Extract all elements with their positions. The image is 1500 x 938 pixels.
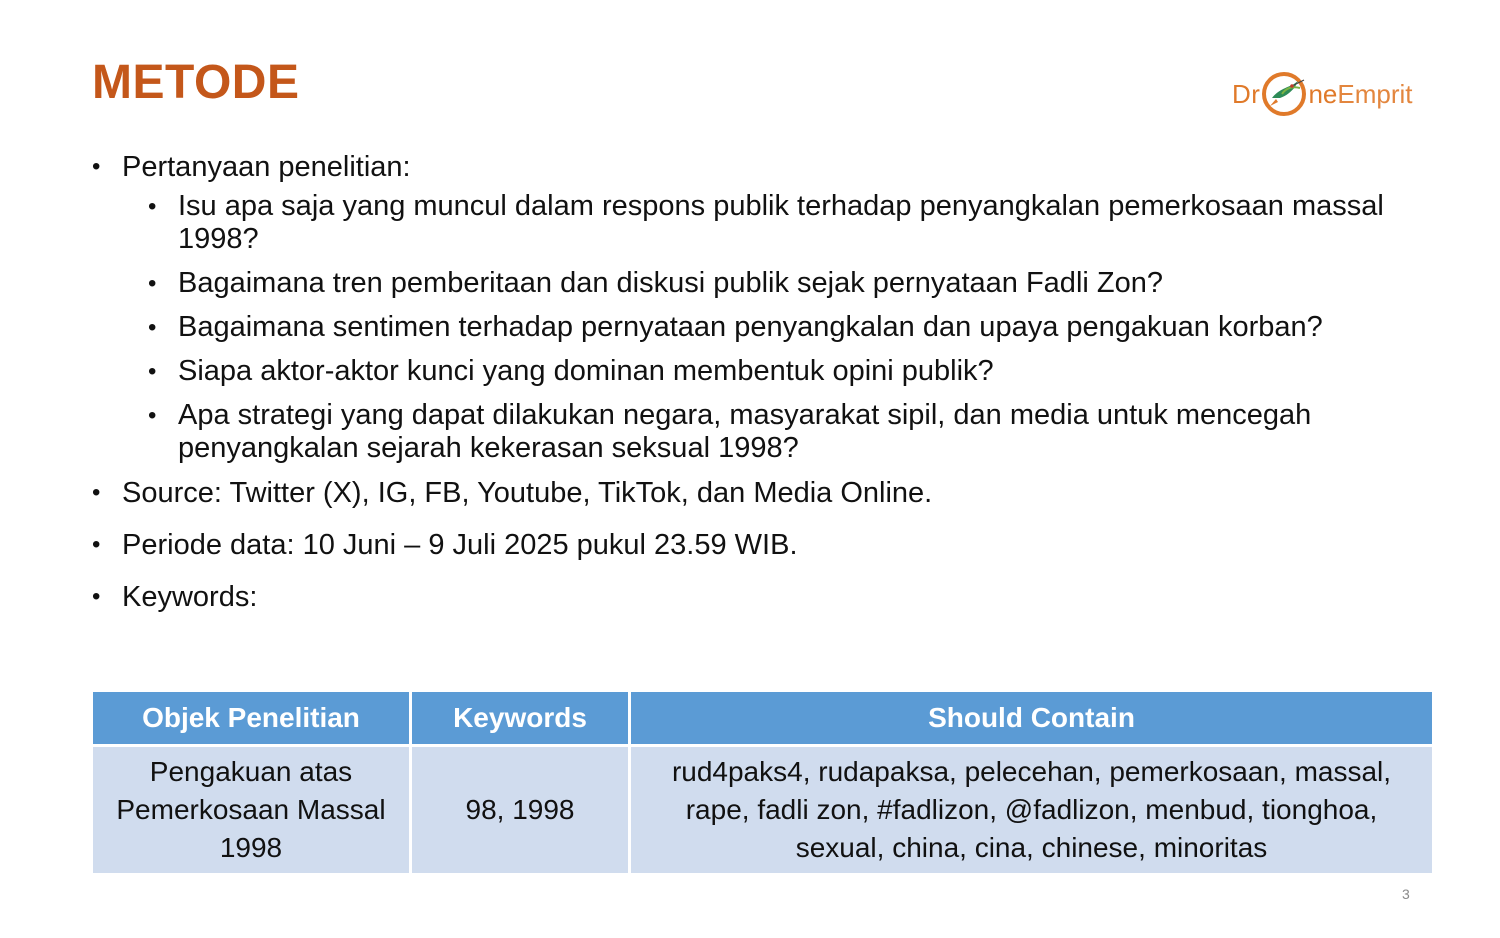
research-questions-list: [122, 190, 1432, 465]
logo-text-pre: Dr: [1232, 78, 1261, 109]
bullet-dot-icon: •: [148, 270, 157, 297]
header-object: Objek Penelitian: [92, 691, 411, 746]
bullet-source: [92, 476, 1432, 510]
cell-should-contain: rud4paks4, rudapaksa, pelecehan, pemerkosaan, massal, rape, fadli zon, #fadlizon, @fadlizon, menbud, tionghoa, sexual, china, cina, chinese, minoritas: [630, 746, 1434, 875]
question-item: [148, 355, 1432, 388]
keywords-table: [90, 689, 1435, 876]
drone-emprit-logo: [1232, 66, 1442, 122]
bullet-list: [92, 150, 1432, 614]
research-questions-label: Pertanyaan penelitian:: [122, 151, 411, 183]
question-item: [148, 399, 1432, 465]
bullet-dot-icon: •: [148, 314, 157, 341]
slide-content: [92, 150, 1432, 614]
question-item: [148, 267, 1432, 300]
bullet-dot-icon: •: [92, 531, 101, 558]
logo-text-post-bold: ne: [1308, 78, 1338, 109]
table-row: [92, 746, 1434, 875]
question-text: Isu apa saja yang muncul dalam respons publik terhadap penyangkalan pemerkosaan massal 1998?: [178, 190, 1384, 255]
bullet-dot-icon: •: [92, 153, 101, 180]
logo-text-post-light: Emprit: [1337, 78, 1413, 109]
bullet-dot-icon: •: [148, 402, 157, 429]
bullet-dot-icon: •: [92, 479, 101, 506]
question-item: [148, 311, 1432, 344]
bullet-dot-icon: •: [92, 583, 101, 610]
question-item: [148, 190, 1432, 256]
cell-keywords: 98, 1998: [411, 746, 630, 875]
header-should-contain: Should Contain: [630, 691, 1434, 746]
table-header-row: [92, 691, 1434, 746]
source-text: Source: Twitter (X), IG, FB, Youtube, TikTok, dan Media Online.: [122, 477, 933, 509]
slide-title: METODE: [92, 56, 300, 109]
question-text: Bagaimana tren pemberitaan dan diskusi publik sejak pernyataan Fadli Zon?: [178, 267, 1163, 299]
page-number: 3: [1402, 886, 1410, 902]
bullet-dot-icon: •: [148, 358, 157, 385]
bullet-dot-icon: •: [148, 193, 157, 220]
bullet-research-questions: [92, 150, 1432, 465]
keywords-label: Keywords:: [122, 581, 258, 613]
bullet-period: [92, 528, 1432, 562]
period-text: Periode data: 10 Juni – 9 Juli 2025 pukul 23.59 WIB.: [122, 529, 798, 561]
bullet-keywords: [92, 580, 1432, 614]
question-text: Bagaimana sentimen terhadap pernyataan penyangkalan dan upaya pengakuan korban?: [178, 311, 1323, 343]
header-keywords: Keywords: [411, 691, 630, 746]
cell-object: Pengakuan atas Pemerkosaan Massal 1998: [92, 746, 411, 875]
hummingbird-circle-icon: [1258, 68, 1310, 120]
question-text: Siapa aktor-aktor kunci yang dominan membentuk opini publik?: [178, 355, 994, 387]
question-text: Apa strategi yang dapat dilakukan negara, masyarakat sipil, dan media untuk mencegah penyangkalan sejarah kekerasan seksual 1998?: [178, 399, 1312, 464]
